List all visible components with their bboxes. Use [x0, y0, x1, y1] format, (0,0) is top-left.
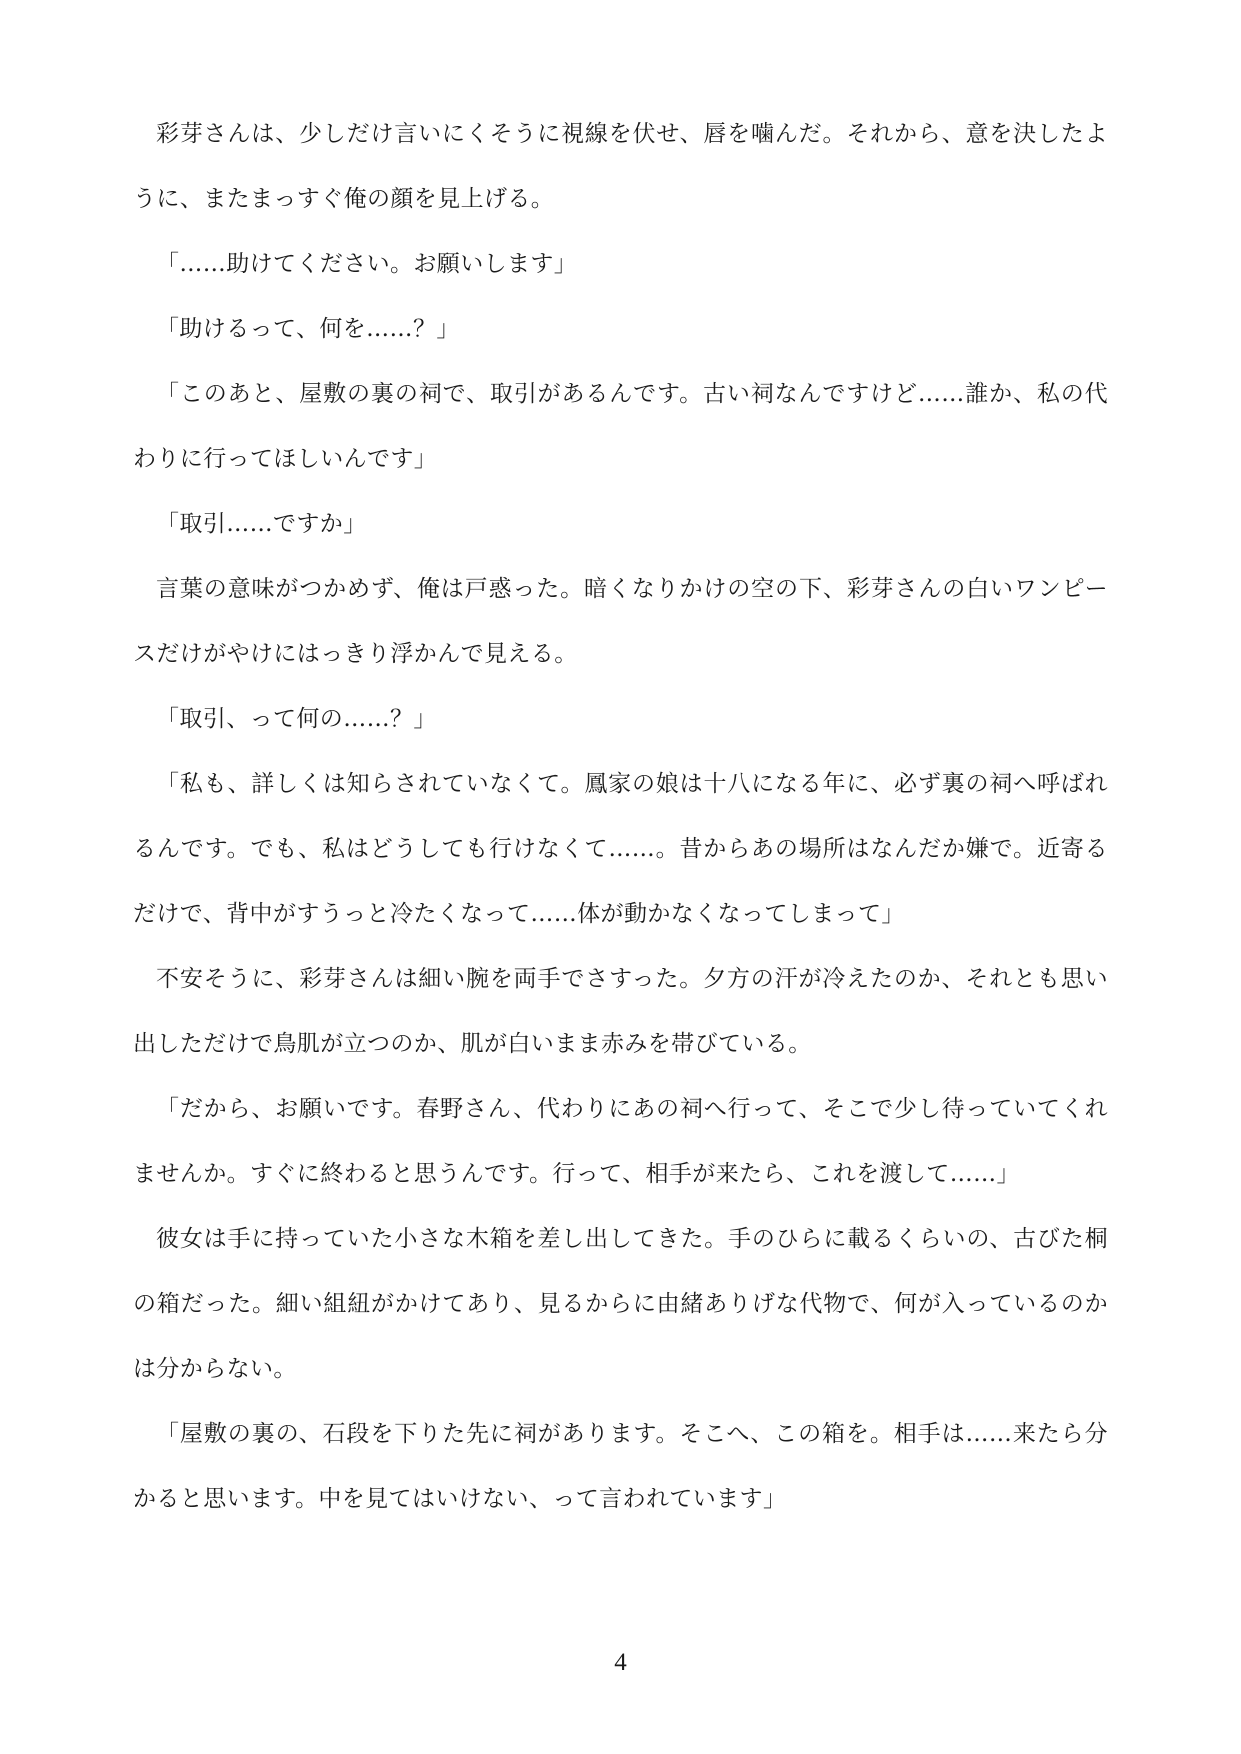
paragraph-7: 「取引、って何の……？」 [156, 706, 437, 732]
paragraph-5: 「取引……ですか」 [156, 511, 367, 537]
paragraph-11: 彼女は手に持っていた小さな木箱を差し出してきた。手のひらに載るくらいの、古びた桐の箱だった。細い組紐がかけてあり、見るからに由緒ありげな代物で、何が入っているのかは分からない。 [133, 1226, 1108, 1382]
paragraph-2: 「……助けてください。お願いします」 [156, 251, 578, 277]
paragraph-12: 「屋敷の裏の、石段を下りた先に祠があります。そこへ、この箱を。相手は……来たら分かると思います。中を見てはいけない、って言われています」 [133, 1421, 1108, 1512]
paragraph-8: 「私も、詳しくは知らされていなくて。鳳家の娘は十八になる年に、必ず裏の祠へ呼ばれるんです。でも、私はどうしても行けなくて……。昔からあの場所はなんだか嫌で。近寄るだけで、背中がすうっと冷たくなって……体が動かなくなってしまって」 [133, 771, 1108, 927]
paragraph-10: 「だから、お願いです。春野さん、代わりにあの祠へ行って、そこで少し待っていてくれませんか。すぐに終わると思うんです。行って、相手が来たら、これを渡して……」 [133, 1096, 1108, 1187]
paragraph-1: 彩芽さんは、少しだけ言いにくそうに視線を伏せ、唇を噛んだ。それから、意を決したように、またまっすぐ俺の顔を見上げる。 [133, 121, 1108, 212]
paragraph-6: 言葉の意味がつかめず、俺は戸惑った。暗くなりかけの空の下、彩芽さんの白いワンピースだけがやけにはっきり浮かんで見える。 [133, 576, 1108, 667]
paragraph-9: 不安そうに、彩芽さんは細い腕を両手でさすった。夕方の汗が冷えたのか、それとも思い出しただけで鳥肌が立つのか、肌が白いまま赤みを帯びている。 [133, 966, 1108, 1057]
page-number: 4 [614, 1649, 627, 1676]
paragraph-3: 「助けるって、何を……？」 [156, 316, 460, 342]
paragraph-4: 「このあと、屋敷の裏の祠で、取引があるんです。古い祠なんですけど……誰か、私の代わりに行ってほしいんです」 [133, 381, 1108, 472]
